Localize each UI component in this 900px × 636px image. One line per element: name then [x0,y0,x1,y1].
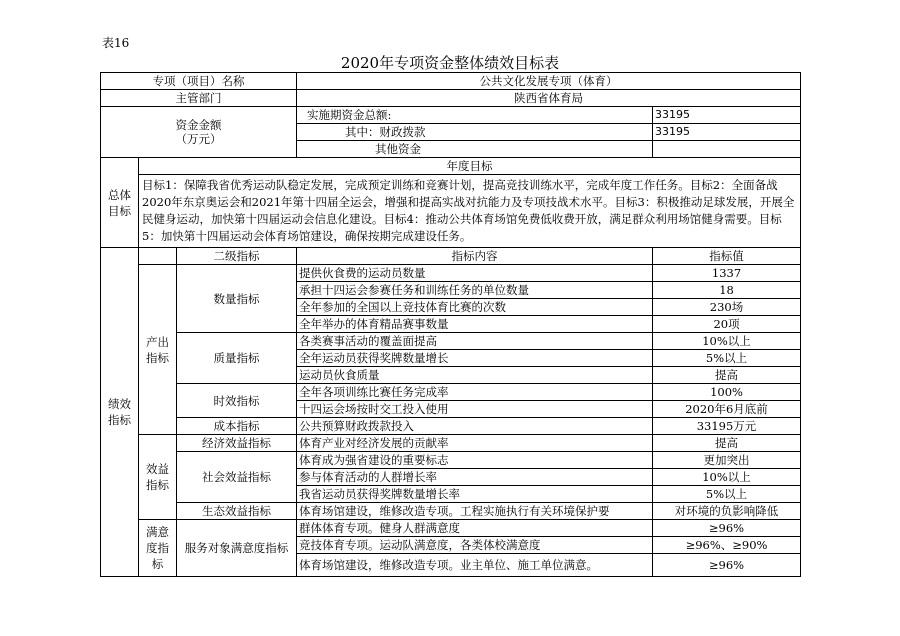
economic-label: 经济效益指标 [177,435,297,452]
project-row [101,73,801,90]
timeliness-label: 时效指标 [177,384,297,418]
page-title: 2020年专项资金整体绩效目标表 [340,54,560,72]
dept-value: 陕西省体育局 [297,90,801,107]
indicator-content: 全年举办的体育精品赛事数量 [297,316,653,333]
year-goal-text: 目标1：保障我省优秀运动队稳定发展，完成预定训练和竞赛计划，提高竞技训练水平，完成年度工作任务。目标2：全面备战2020年东京奥运会和2021年第十四届全运会，增强和提高实战对抗能力及专项技战术水平。目标3：积极推动足球发展，开展全民健身运动，加快第十四届运动会信息化建设。目标4：推动公共体育场馆免费低收费开放，满足群众利用场馆健身需要。目标5：加快第十四届运动会体育场馆建设，确保按期完成建设任务。 [139,175,801,248]
indicator-content: 承担十四运会参赛任务和训练任务的单位数量 [297,282,653,299]
ecological-label: 生态效益指标 [177,503,297,520]
output-group-label: 产出指标 [139,265,177,435]
dept-label: 主管部门 [101,90,297,107]
funds-label-line2: （万元） [175,132,222,146]
dept-row [101,90,801,107]
indicator-value: 10%以上 [653,333,801,350]
indicator-content: 各类赛事活动的覆盖面提高 [297,333,653,350]
goal-header-row [101,158,801,175]
table-row [101,435,801,452]
indicator-value: 1337 [653,265,801,282]
indicator-header-row [101,248,801,265]
col-value-header: 指标值 [653,248,801,265]
table-row [101,503,801,520]
indicator-value: 提高 [653,435,801,452]
goal-text-row [101,175,801,248]
cost-label: 成本指标 [177,418,297,435]
table-row [101,520,801,537]
indicator-content: 体育场馆建设，维修改造专项。工程实施执行有关环境保护要 [297,503,653,520]
indicator-value: 20项 [653,316,801,333]
fiscal-funds-value: 33195 [653,124,801,141]
indicator-content: 群体体育专项。健身人群满意度 [297,520,653,537]
funds-label-line1: 资金金额 [175,118,222,132]
funds-total-row [101,107,801,124]
indicator-value: 更加突出 [653,452,801,469]
table-row [101,384,801,401]
indicator-value: 33195万元 [653,418,801,435]
satisfaction-group-label: 满意度指标 [139,520,177,577]
indicator-value: 5%以上 [653,350,801,367]
indicator-value: 10%以上 [653,469,801,486]
project-label: 专项（项目）名称 [101,73,297,90]
indicator-content: 全年参加的全国以上竞技体育比赛的次数 [297,299,653,316]
col-content-header: 指标内容 [297,248,653,265]
indicator-content: 体育成为强省建设的重要标志 [297,452,653,469]
goal-side-label: 总体目标 [101,158,139,248]
indicator-value: 230场 [653,299,801,316]
total-funds-value: 33195 [653,107,801,124]
indicator-value: 对环境的负影响降低 [653,503,801,520]
table-row [101,265,801,282]
indicator-content: 体育场馆建设，维修改造专项。业主单位、施工单位满意。 [297,554,653,577]
total-funds-label: 实施期资金总额: [297,107,653,124]
indicator-content: 公共预算财政拨款投入 [297,418,653,435]
indicator-value: ≥96% [653,520,801,537]
col-level2-header: 二级指标 [177,248,297,265]
indicator-value: 5%以上 [653,486,801,503]
table-row [101,418,801,435]
project-value: 公共文化发展专项（体育） [297,73,801,90]
indicator-value: 100% [653,384,801,401]
indicator-value: 2020年6月底前 [653,401,801,418]
indicator-value: 提高 [653,367,801,384]
indicator-content: 我省运动员获得奖牌数量增长率 [297,486,653,503]
indicator-content: 运动员伙食质量 [297,367,653,384]
indicator-content: 体育产业对经济发展的贡献率 [297,435,653,452]
indicator-content: 全年运动员获得奖牌数量增长 [297,350,653,367]
indicator-content: 参与体育活动的人群增长率 [297,469,653,486]
indicator-content: 全年各项训练比赛任务完成率 [297,384,653,401]
indicator-side-label: 绩效指标 [101,248,139,577]
fiscal-funds-label: 其中：财政拨款 [297,124,653,141]
other-funds-label: 其他资金 [297,141,653,158]
indicator-value: ≥96% [653,554,801,577]
social-label: 社会效益指标 [177,452,297,503]
blank-cell [139,248,177,265]
table-row [101,333,801,350]
indicator-content: 竞技体育专项。运动队满意度，各类体校满意度 [297,537,653,554]
quality-label: 质量指标 [177,333,297,384]
funds-label [101,107,297,158]
quantity-label: 数量指标 [177,265,297,333]
benefit-group-label: 效益指标 [139,435,177,520]
service-label: 服务对象满意度指标 [177,520,297,577]
indicator-content: 十四运会场按时交工投入使用 [297,401,653,418]
table-row [101,452,801,469]
table-tag: 表16 [102,36,130,50]
indicator-value: ≥96%、≥90% [653,537,801,554]
performance-table [100,72,801,577]
year-goal-label: 年度目标 [139,158,801,175]
other-funds-value [653,141,801,158]
indicator-content: 提供伙食费的运动员数量 [297,265,653,282]
indicator-value: 18 [653,282,801,299]
